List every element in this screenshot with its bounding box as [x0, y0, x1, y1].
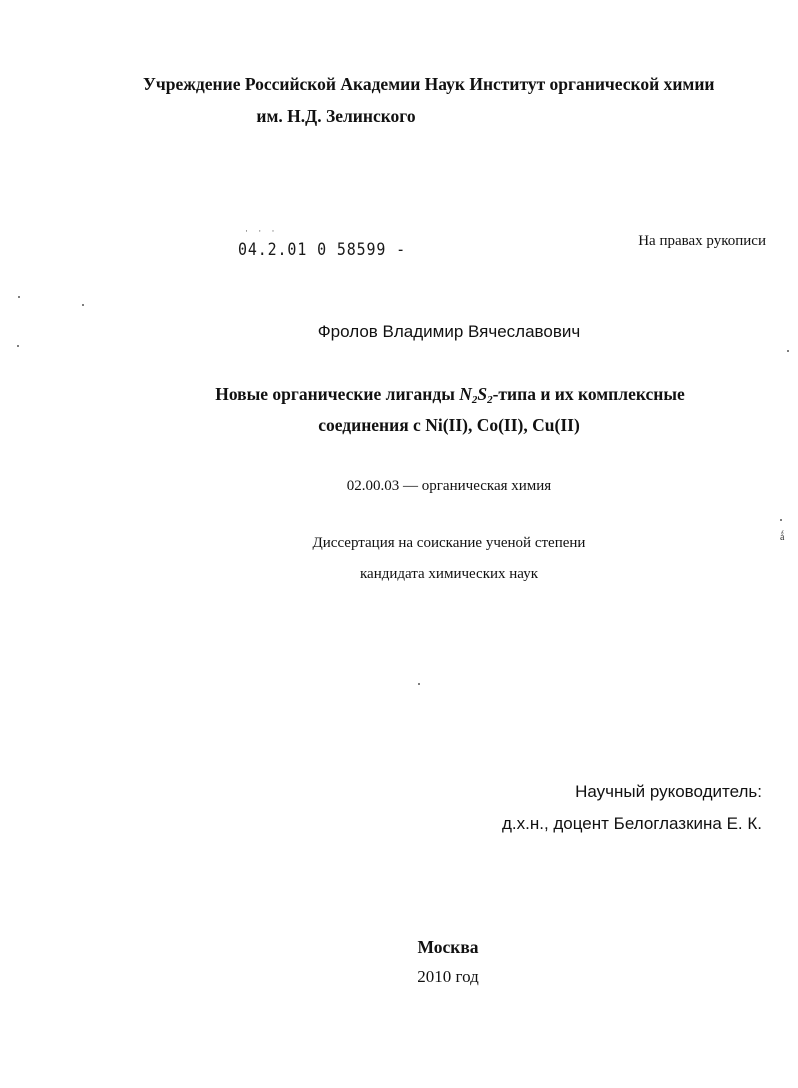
scan-speck	[18, 296, 20, 298]
advisor-label: Научный руководитель:	[575, 782, 762, 801]
scan-speck	[82, 304, 84, 306]
dissertation-title-line-2: соединения с Ni(II), Co(II), Cu(II)	[318, 415, 580, 435]
archive-code-stamp: 04.2.01 0 58599 -	[238, 240, 407, 260]
scan-speck	[787, 350, 789, 352]
formula-n: N	[459, 384, 472, 404]
scan-speck	[418, 683, 420, 685]
rights-notice: На правах рукописи	[638, 233, 766, 249]
formula-n-subscript: 2	[471, 394, 478, 406]
dissertation-title-line-1	[0, 384, 798, 406]
formula-s: S	[477, 384, 488, 404]
title-prefix: Новые органические лиганды	[215, 384, 460, 404]
advisor-name: д.х.н., доцент Белоглазкина Е. К.	[501, 814, 762, 833]
institution-name-line-1: Учреждение Российской Академии Наук Институт органической химии	[143, 74, 715, 94]
formula-s-subscript: 2	[487, 394, 493, 406]
specialty-code: 02.00.03 — органическая химия	[346, 478, 552, 494]
title-suffix: -типа и их комплексные	[492, 384, 685, 404]
degree-statement-line-1: Диссертация на соискание ученой степени	[312, 535, 586, 551]
scan-mark: ǻ	[780, 532, 785, 543]
institution-name-line-2: им. Н.Д. Зелинского	[256, 106, 416, 126]
year: 2010 год	[417, 967, 479, 986]
degree-statement-line-2: кандидата химических наук	[359, 566, 538, 582]
author-name: Фролов Владимир Вячеславович	[317, 322, 581, 341]
stamp-dots: · · ·	[245, 226, 279, 236]
scan-speck	[17, 345, 19, 347]
scan-speck	[780, 519, 782, 521]
city: Москва	[417, 937, 479, 957]
